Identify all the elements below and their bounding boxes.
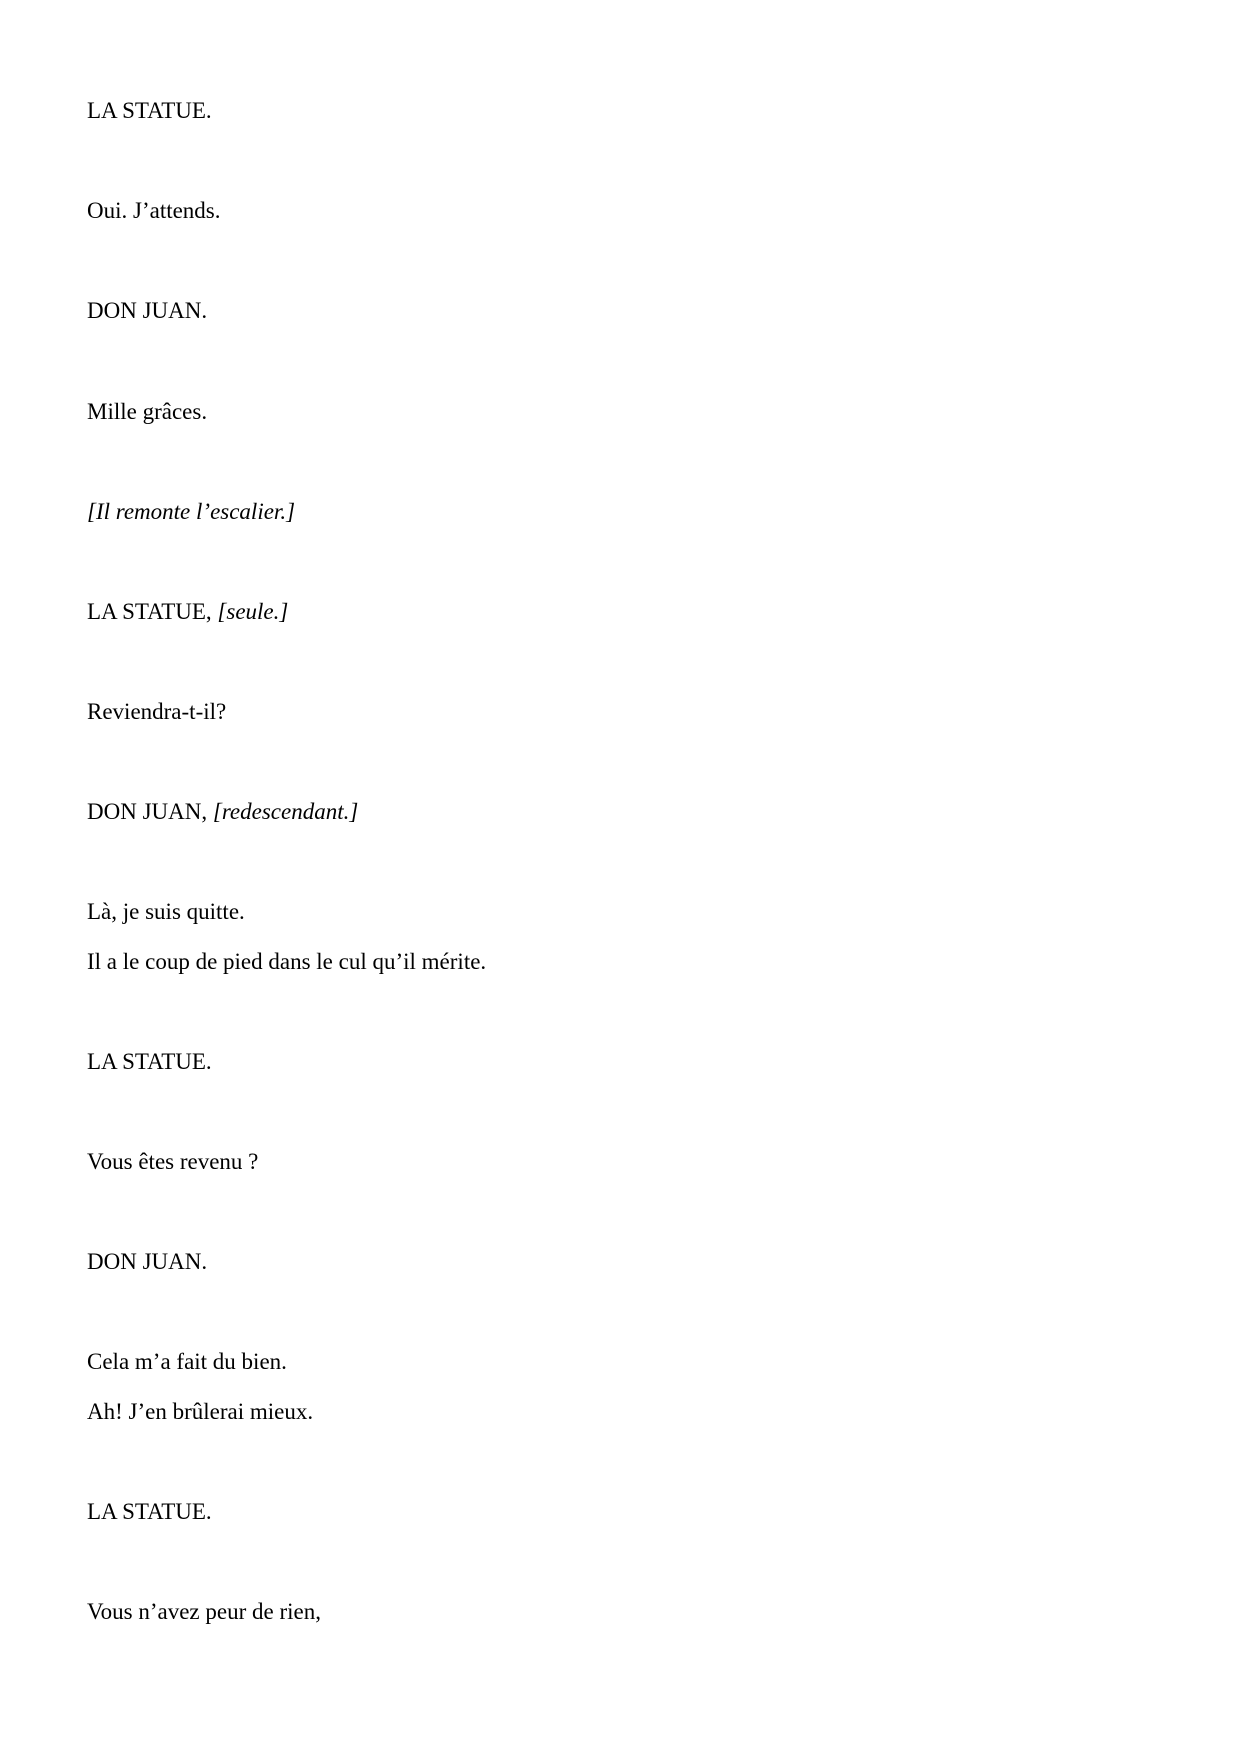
speaker-name: DON JUAN. xyxy=(87,1249,208,1274)
dialogue-line: Il a le coup de pied dans le cul qu’il mérite. xyxy=(87,949,487,974)
speaker-name: LA STATUE. xyxy=(87,98,212,123)
dialogue-line: Ah! J’en brûlerai mieux. xyxy=(87,1399,314,1424)
speaker-name: DON JUAN. xyxy=(87,298,208,323)
speaker-heading xyxy=(87,597,288,627)
speaker-name: LA STATUE. xyxy=(87,1049,212,1074)
stage-direction: [Il remonte l’escalier.] xyxy=(87,499,296,524)
dialogue-line: Vous n’avez peur de rien, xyxy=(87,1599,321,1624)
speaker-name: DON JUAN, xyxy=(87,799,213,824)
speaker-name: LA STATUE, xyxy=(87,599,218,624)
dialogue-line: Vous êtes revenu ? xyxy=(87,1149,259,1174)
speaker-heading xyxy=(87,797,358,827)
dialogue-line: Mille grâces. xyxy=(87,399,208,424)
stage-direction: [seule.] xyxy=(217,599,289,624)
stage-direction: [redescendant.] xyxy=(212,799,359,824)
dialogue-line: Reviendra-t-il? xyxy=(87,699,227,724)
dialogue-line: Là, je suis quitte. xyxy=(87,899,245,924)
speaker-name: LA STATUE. xyxy=(87,1499,212,1524)
dialogue-line: Oui. J’attends. xyxy=(87,198,221,223)
dialogue-line: Cela m’a fait du bien. xyxy=(87,1349,287,1374)
